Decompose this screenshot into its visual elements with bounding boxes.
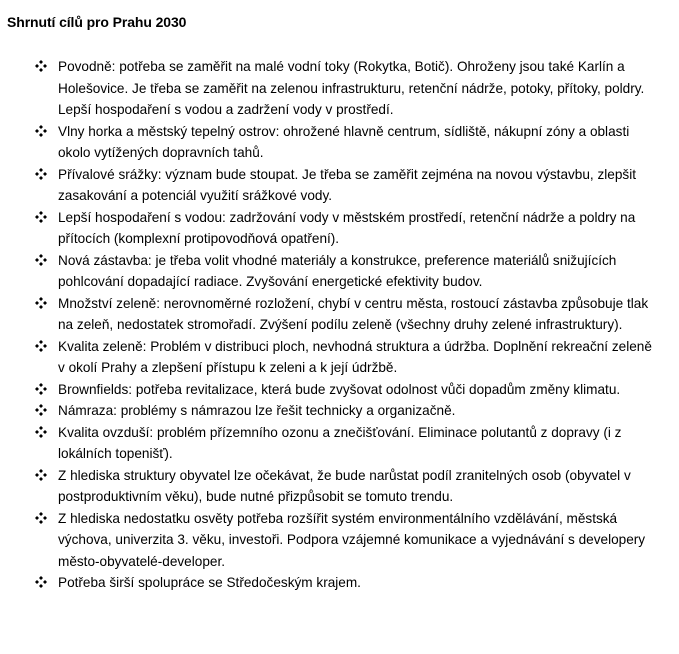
- four-diamond-bullet-icon: [35, 211, 47, 223]
- list-item: [0, 56, 679, 121]
- list-item: [0, 508, 679, 573]
- list-item: [0, 400, 679, 422]
- list-item: [0, 250, 679, 293]
- four-diamond-bullet-icon: [35, 426, 47, 438]
- list-item-text: Nová zástavba: je třeba volit vhodné materiály a konstrukce, preference materiálů snižujících pohlcování dopadající radiace. Zvyšování energetické efektivity budov.: [58, 252, 617, 289]
- list-item: [0, 293, 679, 336]
- list-item-text: Přívalové srážky: význam bude stoupat. Je třeba se zaměřit zejména na novou výstavbu, zlepšit zasakování a potenciál využití srážkové vody.: [58, 166, 637, 203]
- four-diamond-bullet-icon: [35, 168, 47, 180]
- list-item: [0, 379, 679, 401]
- four-diamond-bullet-icon: [35, 469, 47, 481]
- list-item-text: Kvalita zeleně: Problém v distribuci ploch, nevhodná struktura a údržba. Doplnění rekreační zeleně v okolí Prahy a zlepšení přístupu k zeleni a k její údržbě.: [58, 338, 652, 375]
- four-diamond-bullet-icon: [35, 125, 47, 137]
- list-item: [0, 121, 679, 164]
- list-item-text: Námraza: problémy s námrazou lze řešit technicky a organizačně.: [58, 403, 456, 418]
- list-item-text: Potřeba širší spolupráce se Středočeským krajem.: [58, 575, 361, 590]
- four-diamond-bullet-icon: [35, 340, 47, 352]
- four-diamond-bullet-icon: [35, 254, 47, 266]
- goal-list: [0, 56, 679, 594]
- list-item-text: Množství zeleně: nerovnoměrné rozložení, chybí v centru města, rostoucí zástavba způsobuje tlak na zeleň, nedostatek stromořadí. Zvýšení podílu zeleně (všechny druhy zelené infrastruktury).: [58, 295, 649, 332]
- list-item: [0, 465, 679, 508]
- four-diamond-bullet-icon: [35, 60, 47, 72]
- four-diamond-bullet-icon: [35, 383, 47, 395]
- list-item-text: Brownfields: potřeba revitalizace, která bude zvyšovat odolnost vůči dopadům změny klimatu.: [58, 381, 621, 397]
- list-item-text: Kvalita ovzduší: problém přízemního ozonu a znečišťování. Eliminace polutantů z dopravy (i z lokálních topenišť).: [58, 424, 622, 461]
- list-item: [0, 207, 679, 250]
- four-diamond-bullet-icon: [35, 512, 47, 524]
- document-title: Shrnutí cílů pro Prahu 2030: [7, 14, 187, 30]
- list-item-text: Vlny horka a městský tepelný ostrov: ohrožené hlavně centrum, sídliště, nákupní zóny a oblasti okolo vytížených dopravních tahů.: [58, 123, 630, 160]
- four-diamond-bullet-icon: [35, 576, 47, 588]
- list-item-text: Lepší hospodaření s vodou: zadržování vody v městském prostředí, retenční nádrže a poldry na přítocích (komplexní protipovodňová opatření).: [58, 209, 636, 246]
- list-item: [0, 336, 679, 379]
- four-diamond-bullet-icon: [35, 404, 47, 416]
- list-item-text: Z hlediska nedostatku osvěty potřeba rozšířit systém environmentálního vzdělávání, městská výchova, univerzita 3. věku, investoři. Podpora vzájemné komunikace a vyjednávání s developery město-obyvatelé-developer.: [58, 510, 646, 569]
- four-diamond-bullet-icon: [35, 297, 47, 309]
- list-item: [0, 572, 679, 594]
- list-item-text: Z hlediska struktury obyvatel lze očekávat, že bude narůstat podíl zranitelných osob (obyvatel v postproduktivním věku), bude nutné přizpůsobit se tomuto trendu.: [58, 467, 631, 504]
- list-item: [0, 164, 679, 207]
- list-item-text: Povodně: potřeba se zaměřit na malé vodní toky (Rokytka, Botič). Ohroženy jsou také Karlín a Holešovice. Je třeba se zaměřit na zelenou infrastrukturu, retenční nádrže, potoky, přítoky, poldry. Lepší hospodaření s vodou a zadržení vody v prostředí.: [58, 59, 645, 117]
- list-item: [0, 422, 679, 465]
